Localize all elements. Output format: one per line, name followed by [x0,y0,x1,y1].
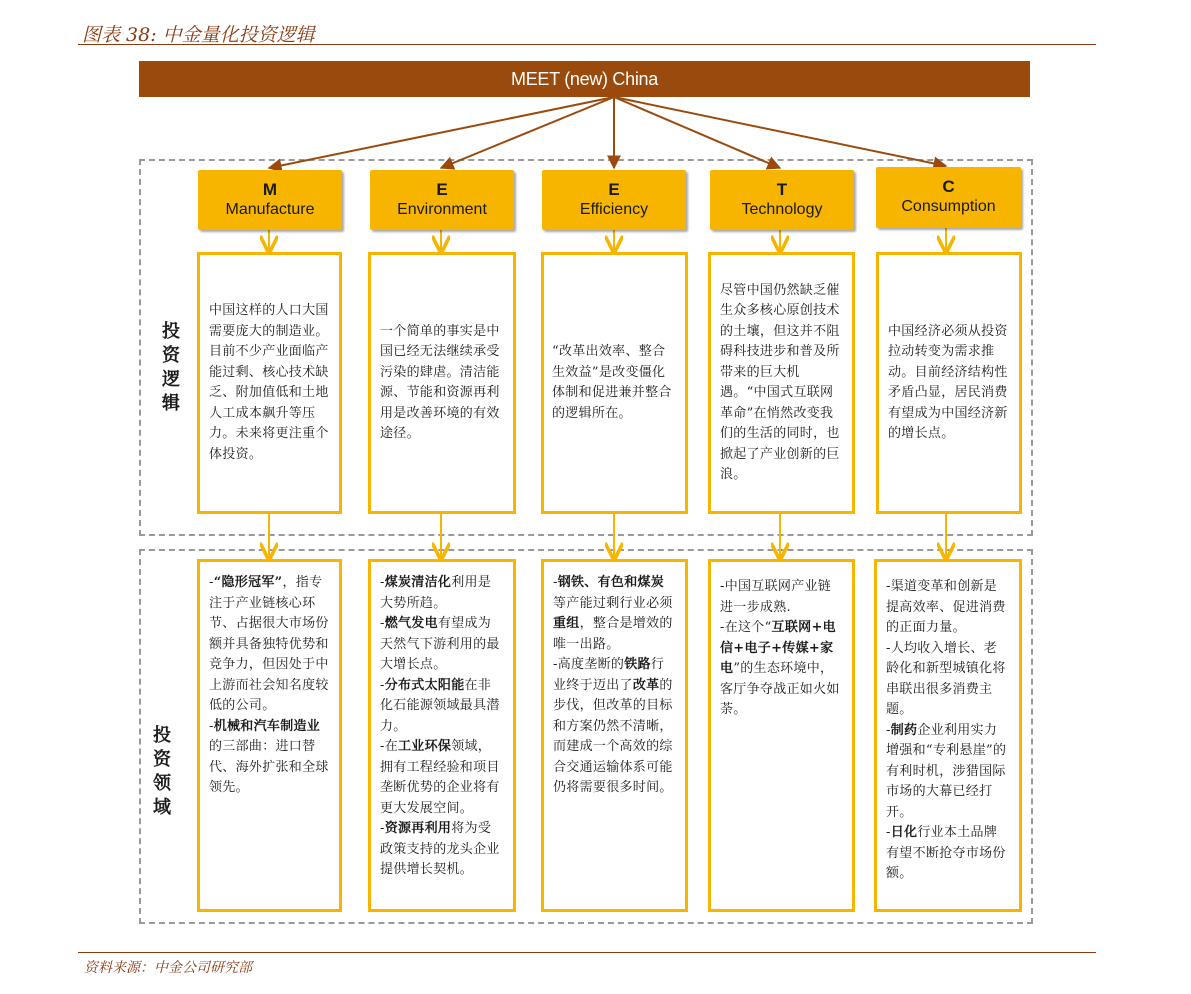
pillar-word: Manufacture [225,201,315,218]
field-text [209,573,330,799]
field-segment: ”的生态环境中，客厅争夺战正如火如荼。 [720,661,840,717]
logic-text: “改革出效率、整合生效益”是改变僵化体制和促进兼并整合的逻辑所在。 [552,344,672,421]
field-highlight: 改革 [632,677,660,693]
field-segment: 企业利用实力增强和“专利悬崖”的有利时机，涉猎国际市场的大幕已经打开。 [886,722,1007,820]
field-text [553,573,676,799]
pillar-letter: E [436,180,448,199]
field-segment: - [380,575,385,590]
pillar-technology [710,170,854,230]
field-segment: - [380,616,385,631]
banner-arrow-t [614,97,780,168]
field-segment: - [209,718,214,734]
meet-china-banner: MEET (new) China [139,61,1030,97]
pillar-efficiency [542,170,686,230]
source-divider [78,952,1096,953]
field-segment: -高度垄断的 [553,657,625,672]
logic-card-consumption [876,252,1022,514]
field-segment: ，整合是增效的唯一出路。 [553,616,673,652]
field-highlight: 燃气发电 [384,616,438,631]
field-highlight: 互联网+电信+电子+传媒+家电 [720,620,836,676]
field-segment: - [886,722,891,738]
pillar-word: Consumption [901,198,996,215]
banner-arrow-e1 [441,97,614,168]
field-segment: 的步伐，但改革的目标和方案仍然不清晰，而建成一个高效的综合交通运输体系可能仍将需要很多时间。 [553,677,673,795]
field-segment: -在这个“ [720,620,772,635]
banner-arrow-m [269,97,614,168]
logic-card-technology [708,252,855,514]
field-segment: 在非化石能源领域最具潜力。 [380,677,500,734]
pillar-letter: E [608,180,620,199]
logic-card-efficiency [541,252,688,514]
field-highlight: 机械和汽车制造业 [213,718,321,734]
field-segment: - [209,575,214,590]
field-card-manufacture [197,559,342,912]
field-text [380,573,504,881]
figure-title: 图表 38: 中金量化投资逻辑 [82,24,315,46]
field-segment: ，指专注于产业链核心环节、占据很大市场份额并具备独特优势和竞争力，但因处于中上游而社会知名度较低的公司。 [209,575,329,713]
logic-card-environment [368,252,516,514]
row-label-investment-logic: 投资逻辑 [162,321,180,414]
row-label-investment-field: 投资领域 [153,725,171,818]
source-note: 资料来源：中金公司研究部 [84,960,252,976]
field-segment: 将为受政策支持的龙头企业提供增长契机。 [380,821,500,877]
field-highlight: 煤炭清洁化 [384,575,452,590]
pillar-letter: M [262,180,278,199]
field-highlight: 铁路 [624,657,651,672]
field-card-environment [368,559,516,912]
field-segment: 行业终于迈出了 [553,657,665,693]
field-highlight: 钢铁、有色和煤炭 [557,575,665,590]
field-card-consumption [874,559,1022,912]
pillar-word: Environment [397,201,487,218]
logic-text: 中国经济必须从投资拉动转变为需求推动。目前经济结构性矛盾凸显，居民消费有望成为中国经济新的增长点。 [888,323,1008,441]
field-segment: 利用是大势所趋。 [380,575,492,611]
pillar-word: Efficiency [579,201,649,218]
pillar-letter: T [776,180,788,199]
field-highlight: “隐形冠军” [213,575,283,590]
field-segment: -渠道变革和创新是提高效率、促进消费的正面力量。 [886,579,1006,635]
field-highlight: 工业环保 [398,739,452,754]
field-text [720,577,843,721]
field-highlight: 分布式太阳能 [384,677,465,693]
field-highlight: 资源再利用 [384,821,452,836]
logic-text: 中国这样的人口大国需要庞大的制造业。目前不少产业面临产能过剩、核心技术缺乏、附加值低和土地人工成本飙升等压力。未来将更注重个体投资。 [209,303,329,462]
field-highlight: 日化 [890,825,918,840]
field-segment: -在 [380,739,398,754]
field-segment: - [553,575,558,590]
field-segment: 有望成为天然气下游利用的最大增长点。 [380,616,500,672]
field-highlight: 重组 [553,616,580,631]
pillar-manufacture [198,170,342,230]
pillar-environment [370,170,514,230]
banner-arrow-c [614,97,946,166]
pillar-word: Technology [741,201,823,218]
logic-text: 尽管中国仍然缺乏催生众多核心原创技术的土壤，但这并不阻碍科技进步和普及所带来的巨大机遇。“中国式互联网革命”在悄然改变我们的生活的同时，也掀起了产业创新的巨浪。 [720,282,840,482]
field-text [886,577,1010,885]
pillar-consumption [876,167,1021,228]
field-segment: 的三部曲：进口替代、海外扩张和全球领先。 [209,739,329,795]
logic-card-manufacture [197,252,342,514]
pillar-letter: C [942,177,955,196]
logic-text: 一个简单的事实是中国已经无法继续承受污染的肆虐。清洁能源、节能和资源再利用是改善环境的有效途径。 [380,323,500,441]
field-segment: - [886,825,891,840]
field-card-technology [708,559,855,912]
field-segment: - [380,677,385,693]
field-segment: - [380,821,385,836]
field-highlight: 制药 [890,722,918,738]
field-segment: -中国互联网产业链进一步成熟. [720,579,832,615]
field-segment: 领域，拥有工程经验和项目垄断优势的企业将有更大发展空间。 [380,739,500,816]
field-card-efficiency [541,559,688,912]
field-segment: -人均收入增长、老龄化和新型城镇化将串联出很多消费主题。 [886,640,1006,717]
field-segment: 等产能过剩行业必须 [553,595,673,611]
field-segment: 行业本土品牌有望不断抢夺市场份额。 [886,825,1006,881]
